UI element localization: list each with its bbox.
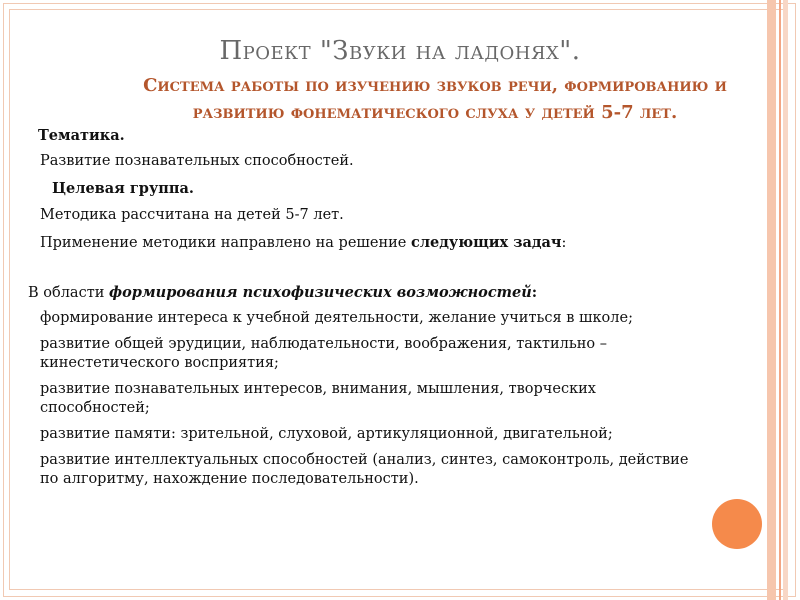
task-item-continuation: кинестетического восприятия; xyxy=(40,355,279,371)
task-item: развитие памяти: зрительной, слуховой, артикуляционной, двигательной; xyxy=(40,426,613,442)
target-heading: Целевая группа. xyxy=(52,180,194,197)
subtitle-line: Система работы по изучению звуков речи, формированию и xyxy=(143,75,727,96)
application-suffix: : xyxy=(561,235,567,251)
application-line xyxy=(40,234,566,251)
slide-title: Проект "Звуки на ладонях". xyxy=(219,36,581,66)
task-item: развитие общей эрудиции, наблюдательности, воображения, тактильно – xyxy=(40,336,607,352)
task-item: развитие познавательных интересов, внимания, мышления, творческих xyxy=(40,381,596,397)
target-item: Методика рассчитана на детей 5-7 лет. xyxy=(40,207,344,223)
topic-heading: Тематика. xyxy=(38,127,125,144)
topic-item: Развитие познавательных способностей. xyxy=(40,153,354,169)
task-item-continuation: способностей; xyxy=(40,400,150,416)
area-suffix: : xyxy=(531,284,538,301)
task-item: формирование интереса к учебной деятельности, желание учиться в школе; xyxy=(40,310,633,326)
area-line xyxy=(28,284,537,301)
task-item-continuation: по алгоритму, нахождение последовательности). xyxy=(40,471,419,487)
application-prefix: Применение методики направлено на решение xyxy=(40,235,411,251)
area-prefix: В области xyxy=(28,285,109,301)
task-item: развитие интеллектуальных способностей (анализ, синтез, самоконтроль, действие xyxy=(40,452,689,468)
application-bold: следующих задач xyxy=(410,234,562,251)
subtitle-line: развитию фонематического слуха у детей 5-7 лет. xyxy=(192,102,678,123)
area-bold: формирования психофизических возможностей xyxy=(109,284,532,301)
